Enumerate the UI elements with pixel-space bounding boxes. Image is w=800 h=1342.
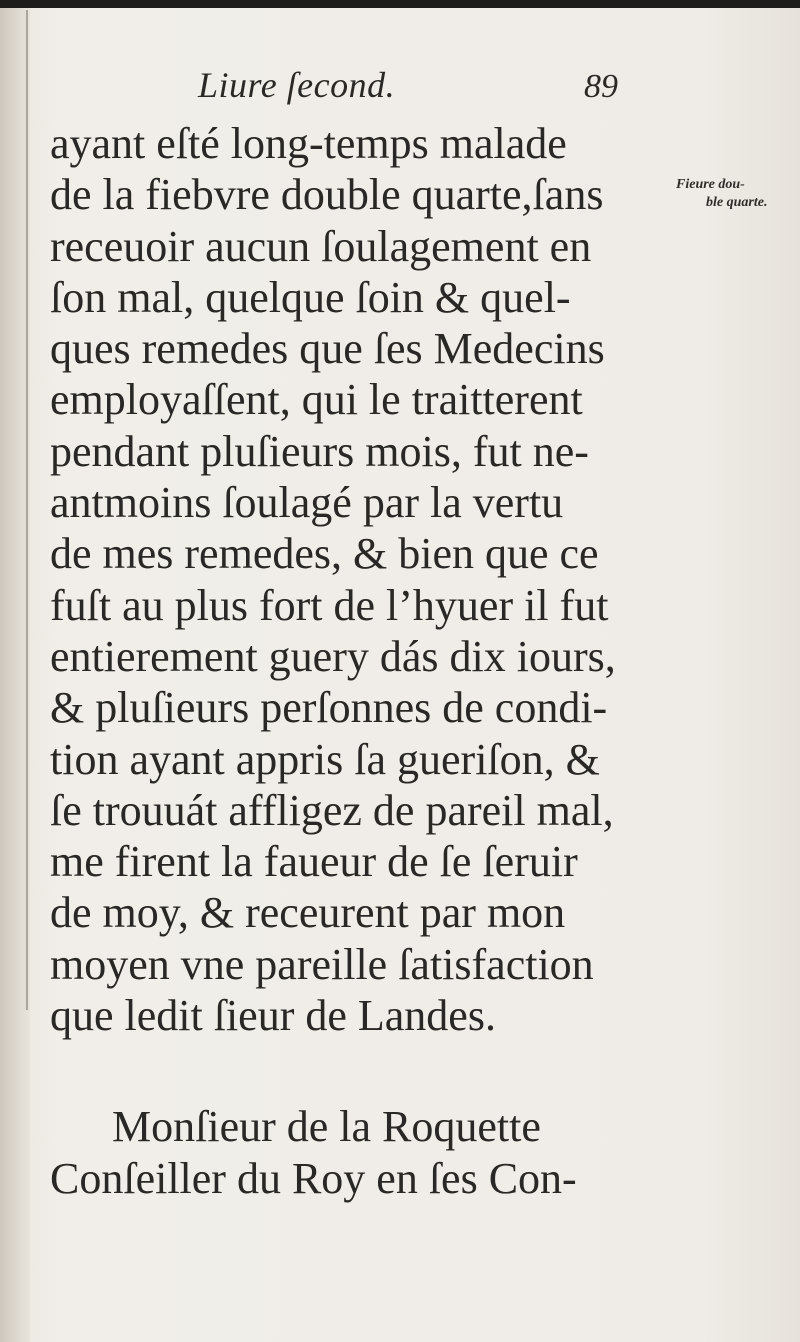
text-line: & pluſieurs perſonnes de condi- (50, 683, 608, 733)
margin-note-line: Fieure dou- (676, 177, 745, 192)
text-line: employaſſent, qui le traitterent (50, 375, 583, 425)
text-line: Conſeiller du Roy en ſes Con- (50, 1153, 577, 1203)
text-line: tion ayant appris ſa gueriſon, & (50, 734, 600, 784)
paragraph-gap (50, 1041, 640, 1101)
text-line: de moy, & receurent par mon (50, 888, 566, 938)
top-page-edge (0, 0, 800, 8)
text-line: moyen vne pareille ſatisfaction (50, 939, 594, 989)
spine-fold-line (26, 10, 28, 1010)
text-line: pendant pluſieurs mois, fut ne- (50, 426, 589, 476)
text-line: de mes remedes, & bien que ce (50, 529, 599, 579)
text-line: ſe trouuát affligez de pareil mal, (50, 785, 614, 835)
text-line: Monſieur de la Roquette (112, 1102, 541, 1152)
page-number: 89 (584, 68, 618, 105)
text-line: que ledit ſieur de Landes. (50, 991, 496, 1041)
text-line: fuſt au plus fort de l’hyuer il fut (50, 580, 609, 630)
text-line: receuoir aucun ſoulagement en (50, 221, 592, 271)
text-line: ayant eſté long-temps malade (50, 119, 567, 168)
text-line: entierement guery dás dix iours, (50, 631, 616, 681)
paragraph-1 (50, 118, 640, 1041)
text-line: me firent la faueur de ſe ſeruir (50, 837, 578, 887)
margin-note-line: ble quarte. (706, 195, 768, 210)
text-line: ques remedes que ſes Medecins (50, 324, 605, 374)
running-head: Liure ſecond. (198, 65, 396, 105)
paragraph-2 (50, 1101, 640, 1204)
body-text (50, 118, 640, 1204)
text-line: ſon mal, quelque ſoin & quel- (50, 272, 571, 322)
text-line: de la fiebvre double quarte,ſans (50, 170, 604, 220)
margin-note (676, 176, 796, 212)
text-line: antmoins ſoulagé par la vertu (50, 478, 564, 528)
